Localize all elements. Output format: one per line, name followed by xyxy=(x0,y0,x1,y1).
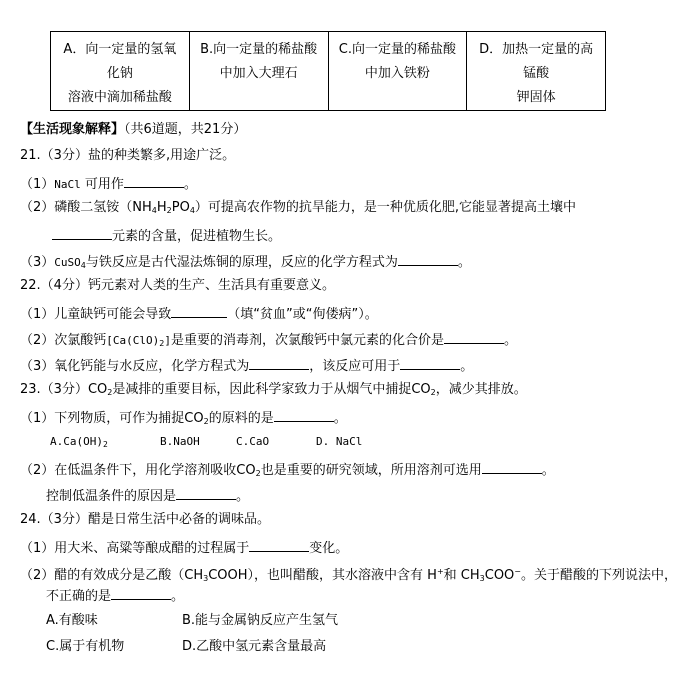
option-a-line2: 溶液中滴加稀盐酸 xyxy=(67,90,172,105)
answer-blank[interactable] xyxy=(52,225,112,240)
q21-part2-line2: 元素的含量，促进植物生长。 xyxy=(52,225,281,246)
answer-blank[interactable] xyxy=(124,173,184,188)
q21-part3: （3）CuSO$_4$与铁反应是古代湿法炼铜的原理，反应的化学方程式为 。 xyxy=(20,251,471,275)
option-d-line2: 钾固体 xyxy=(516,90,556,105)
q22-part1: （1）儿童缺钙可能会导致 （填“贫血”或“佝偻病”）。 xyxy=(20,303,378,324)
option-b-line1: B.向一定量的稀盐酸 xyxy=(200,42,318,57)
q24-part2: （2）醋的有效成分是乙酸$(CH_3COOH)$，也叫醋酸，其水溶液中含有 H+和 $CH_3COO^-$。关于醋酸的下列说法中， xyxy=(20,567,677,583)
section-title: 【生活现象解释】 xyxy=(20,122,125,137)
answer-blank[interactable] xyxy=(249,355,309,370)
q22-part2: （2）次氯酸钙$[Ca(ClO)_2]$是重要的消毒剂，次氯酸钙中氯元素的化合价是 。 xyxy=(20,329,517,353)
answer-blank[interactable] xyxy=(444,329,504,344)
q23-option-a: $A.Ca(OH)_2$ xyxy=(50,435,108,449)
answer-blank[interactable] xyxy=(400,355,460,370)
section-heading xyxy=(20,121,246,139)
option-d-line1: D．加热一定量的高锰酸 xyxy=(479,42,594,81)
q24-part2-line2: 不正确的是 。 xyxy=(46,585,184,606)
answer-blank[interactable] xyxy=(171,303,227,318)
q21-part2: （2）磷酸二氢铵$(NH_4H_2PO_4)$可提高农作物的抗旱能力，是一种优质化肥,它能显著提高土壤中 xyxy=(20,200,577,215)
q24-option-b: B.能与金属钠反应产生氢气 xyxy=(182,613,339,628)
q24-option-c: C.属于有机物 xyxy=(46,639,125,654)
q23-option-b: B.NaOH xyxy=(160,435,200,448)
option-c-line1: C.向一定量的稀盐酸 xyxy=(338,42,456,57)
answer-blank[interactable] xyxy=(398,251,458,266)
q21-part1: （1）NaCl 可用作 。 xyxy=(20,173,197,194)
section-note: （共6道题，共21分） xyxy=(124,122,247,137)
q24-option-d: D.乙酸中氢元素含量最高 xyxy=(182,639,327,654)
option-cell-a xyxy=(51,32,190,111)
q24-option-a: A.有酸味 xyxy=(46,613,98,628)
option-a-line1: A．向一定量的氢氧化钠 xyxy=(63,42,177,81)
q23-option-c: C.CaO xyxy=(236,435,270,448)
q24-part1: （1）用大米、高粱等酿成醋的过程属于 变化。 xyxy=(20,537,348,558)
q23-part2-line2: 控制低温条件的原因是 。 xyxy=(46,485,249,506)
q24-stem: 24.（3分）醋是日常生活中必备的调味品。 xyxy=(20,512,270,527)
q23-part1: （1）下列物质，可作为捕捉$CO_2$的原料的是 。 xyxy=(20,407,347,431)
answer-blank[interactable] xyxy=(249,537,309,552)
answer-blank[interactable] xyxy=(482,459,542,474)
q22-stem: 22.（4分）钙元素对人类的生产、生活具有重要意义。 xyxy=(20,278,335,293)
option-cell-b xyxy=(189,32,328,111)
q23-option-d: D. NaCl xyxy=(316,435,363,448)
q22-part3: （3）氧化钙能与水反应，化学方程式为 ，该反应可用于 。 xyxy=(20,355,473,376)
q21-stem: 21.（3分）盐的种类繁多,用途广泛。 xyxy=(20,148,236,163)
options-table xyxy=(50,31,606,111)
option-b-line2: 中加入大理石 xyxy=(219,66,298,81)
option-cell-c xyxy=(328,32,467,111)
q23-stem: 23.（3分）$CO_2$是减排的重要目标，因此科学家致力于从烟气中捕捉$CO_2$，减少其排放。 xyxy=(20,382,527,397)
q23-part2: （2）在低温条件下，用化学溶剂吸收$CO_2$也是重要的研究领域，所用溶剂可选用 。 xyxy=(20,459,555,483)
answer-blank[interactable] xyxy=(274,407,334,422)
option-cell-d xyxy=(467,32,606,111)
option-c-line2: 中加入铁粉 xyxy=(364,66,430,81)
answer-blank[interactable] xyxy=(176,485,236,500)
answer-blank[interactable] xyxy=(111,585,171,600)
